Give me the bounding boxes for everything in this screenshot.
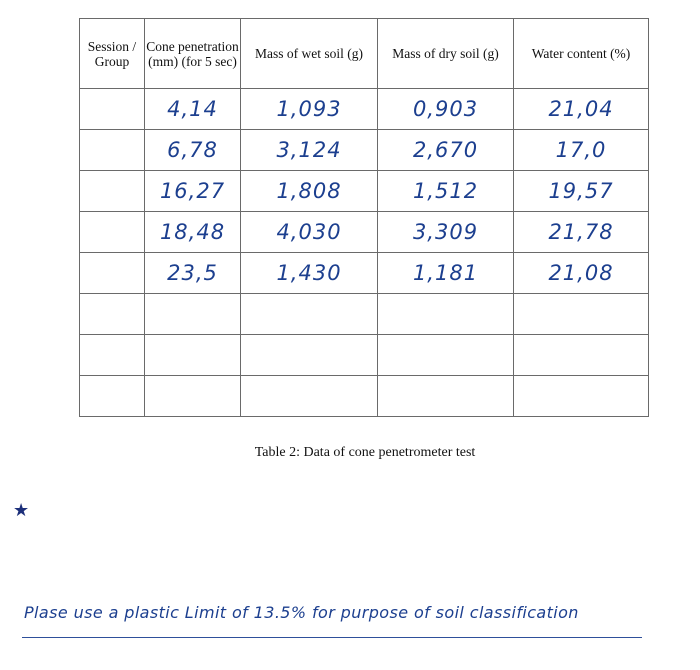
cone-penetration-cell[interactable]: 4,14	[145, 89, 241, 130]
session-group-cell[interactable]	[80, 253, 145, 294]
dry-soil-cell[interactable]: 2,670	[378, 130, 514, 171]
water-content-cell[interactable]	[514, 376, 649, 417]
table-header-row	[80, 19, 649, 89]
dry-soil-cell[interactable]: 0,903	[378, 89, 514, 130]
header-cone-penetration: Cone penetration (mm) (for 5 sec)	[145, 19, 241, 89]
table-row	[80, 130, 649, 171]
dry-soil-cell[interactable]	[378, 376, 514, 417]
table-row	[80, 171, 649, 212]
session-group-cell[interactable]	[80, 212, 145, 253]
wet-soil-cell[interactable]: 1,430	[241, 253, 378, 294]
header-dry-soil-mass: Mass of dry soil (g)	[378, 19, 514, 89]
water-content-cell[interactable]: 21,04	[514, 89, 649, 130]
table-caption: Table 2: Data of cone penetrometer test	[254, 445, 476, 460]
table-row	[80, 89, 649, 130]
handwritten-note: Plase use a plastic Limit of 13.5% for purpose of soil classification	[24, 603, 579, 622]
cone-penetrometer-table	[79, 18, 649, 417]
wet-soil-cell[interactable]	[241, 335, 378, 376]
session-group-cell[interactable]	[80, 335, 145, 376]
dry-soil-cell[interactable]	[378, 335, 514, 376]
cone-penetration-cell[interactable]	[145, 294, 241, 335]
dry-soil-cell[interactable]: 1,181	[378, 253, 514, 294]
cone-penetration-cell[interactable]: 16,27	[145, 171, 241, 212]
session-group-cell[interactable]	[80, 294, 145, 335]
cone-penetration-cell[interactable]: 23,5	[145, 253, 241, 294]
table-row	[80, 335, 649, 376]
wet-soil-cell[interactable]: 3,124	[241, 130, 378, 171]
water-content-cell[interactable]: 19,57	[514, 171, 649, 212]
table-row	[80, 376, 649, 417]
cone-penetration-cell[interactable]: 6,78	[145, 130, 241, 171]
table-row	[80, 212, 649, 253]
header-wet-soil-mass: Mass of wet soil (g)	[241, 19, 378, 89]
star-icon: ★	[13, 500, 30, 521]
cone-penetration-cell[interactable]: 18,48	[145, 212, 241, 253]
dry-soil-cell[interactable]: 3,309	[378, 212, 514, 253]
note-underline	[22, 637, 642, 638]
wet-soil-cell[interactable]: 4,030	[241, 212, 378, 253]
dry-soil-cell[interactable]	[378, 294, 514, 335]
header-session-group: Session / Group	[80, 19, 145, 89]
wet-soil-cell[interactable]	[241, 376, 378, 417]
wet-soil-cell[interactable]	[241, 294, 378, 335]
session-group-cell[interactable]	[80, 89, 145, 130]
session-group-cell[interactable]	[80, 376, 145, 417]
water-content-cell[interactable]: 21,08	[514, 253, 649, 294]
water-content-cell[interactable]: 17,0	[514, 130, 649, 171]
water-content-cell[interactable]	[514, 335, 649, 376]
session-group-cell[interactable]	[80, 171, 145, 212]
wet-soil-cell[interactable]: 1,093	[241, 89, 378, 130]
session-group-cell[interactable]	[80, 130, 145, 171]
table-row	[80, 294, 649, 335]
dry-soil-cell[interactable]: 1,512	[378, 171, 514, 212]
cone-penetration-cell[interactable]	[145, 335, 241, 376]
water-content-cell[interactable]: 21,78	[514, 212, 649, 253]
table-row	[80, 253, 649, 294]
water-content-cell[interactable]	[514, 294, 649, 335]
wet-soil-cell[interactable]: 1,808	[241, 171, 378, 212]
header-water-content: Water content (%)	[514, 19, 649, 89]
cone-penetration-cell[interactable]	[145, 376, 241, 417]
